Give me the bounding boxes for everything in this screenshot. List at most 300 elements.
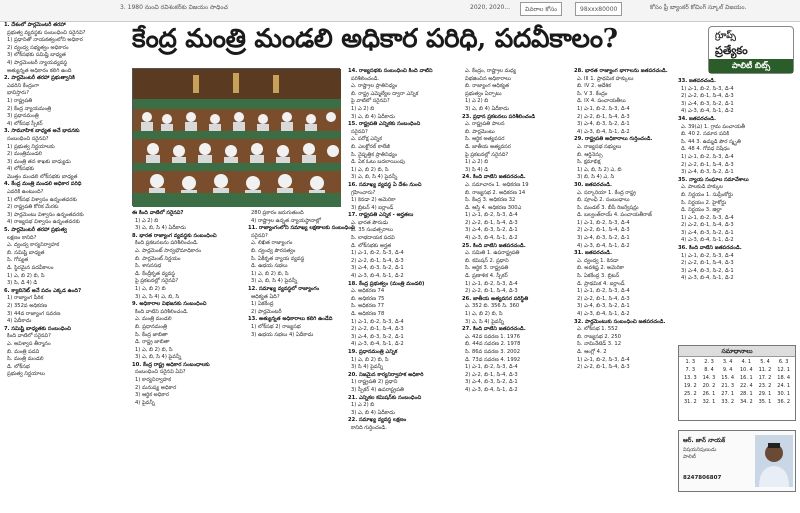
option-text: 3) ఎ, బి, సి 4) పైవన్నీ xyxy=(135,354,182,361)
option-text: 1) ఎ-1, బి-2, సి-3, డి-4 xyxy=(681,252,734,259)
option-text: మొత్తం మండలి లోక్‌సభకు బాధ్యత xyxy=(7,173,78,180)
option-text: సి. ఏకీకృత న్యాయ వ్యవస్థ xyxy=(251,255,305,262)
option-text: డి. 73వ సవరణ 4. 1992 xyxy=(465,356,521,363)
option-text: కానిది గుర్తించండి. xyxy=(351,424,387,431)
question-text: 23. ప్రధాన ప్రకటనలు పరిశీలించండి xyxy=(462,113,536,120)
answer-key-cell: 30. 1 xyxy=(777,391,791,397)
answer-key-cell: 16. 1 xyxy=(739,375,753,381)
option-text: 1) ఎ-1, బి-2, సి-3, డి-4 xyxy=(577,356,630,363)
option-text: 3) ఎ-4, బి-3, సి-2, డి-1 xyxy=(465,379,518,386)
option-text: ఎ. భారత పౌరుడు xyxy=(351,219,389,226)
answer-key-cell: 8. 4 xyxy=(704,367,714,373)
option-text: ఎ. సమాచారం 1. అధికరణ 19 xyxy=(465,181,529,188)
option-text: 2) ఎ-2, బి-1, సి-4, డి-3 xyxy=(681,161,734,168)
question-text: 28. భారత రాజ్యాంగ భాగాలను జతపరచండి. xyxy=(574,68,668,74)
question-text: 27. కింది వాటిని జతపరచండి. xyxy=(462,326,526,333)
option-text: 2) రాష్ట్రపతి కోరిక మేరకు xyxy=(7,204,59,211)
option-text: 1) ఎ 2) బి xyxy=(465,98,489,105)
option-text: 280 ప్రకారం జరుగుతుంది xyxy=(251,210,304,216)
author-designation-line: విషయనిపుణుడు xyxy=(683,447,717,453)
author-box xyxy=(678,430,796,492)
option-text: 3) ఎ-4, బి-3, సి-2, డి-1 xyxy=(577,235,630,242)
option-text: 1) ఎ, బి 2) బి, సి xyxy=(351,356,389,363)
answer-key-box xyxy=(678,345,796,421)
question-text: 6. క్యాబినెట్ అనే పదం ఎక్కడ ఉంది? xyxy=(4,287,82,294)
option-text: బి. సమిష్టి బాధ్యత xyxy=(7,249,45,256)
option-text: ఎ. ద్వంద్వ కార్యనిర్వాహక xyxy=(7,242,60,249)
question-text: 32. పార్లమెంటుకు సంబంధించి జతపరచండి. xyxy=(574,318,666,325)
question-text: 4. కేంద్ర మంత్రి మండలి అధికార పరిధి xyxy=(4,181,82,188)
question-text: 19. ప్రధానమంత్రి ఎన్నిక xyxy=(348,348,398,355)
option-text: 4) ఎ-3, బి-4, సి-1, డి-2 xyxy=(577,128,630,135)
option-text: సి. నిర్ణయం 2. హైకోర్టు xyxy=(681,199,727,206)
question-text: 20. నిజమైన కార్యనిర్వాహక అధికారి xyxy=(348,371,424,378)
option-text: ఎ. పరోక్ష ఎన్నిక xyxy=(351,136,383,143)
option-text: 1) ఎ-1, బి-2, సి-3, డి-4 xyxy=(351,318,404,325)
option-text: బి. 35 సంవత్సరాలు xyxy=(351,227,393,234)
top-strip xyxy=(0,0,800,22)
option-text: 3) ఎ-4, బి-3, సి-2, డి-1 xyxy=(577,303,630,310)
top-snippet: 3. 1980 నుంచి రవిశంకర్‌కు విజయం సాధించ xyxy=(120,4,228,11)
option-text: బి. మంత్రి పదవి xyxy=(7,348,40,355)
answer-key-cell: 19. 2 xyxy=(683,383,697,389)
answer-key-cell: 27. 1 xyxy=(721,391,735,397)
option-text: ఎవరిని కేంద్రంగా xyxy=(7,82,40,89)
answer-key-cell: 32. 1 xyxy=(702,399,716,405)
question-column-2b xyxy=(248,210,355,490)
option-text: డి. లోక్‌సభ xyxy=(7,363,30,370)
option-text: 1) ఎ, బి 2) బి, సి xyxy=(135,346,173,353)
question-text: 13. అత్యున్నత అధికారాలు కలిగి ఉండేది xyxy=(248,316,333,323)
option-text: 1) ప్రభుత్వ నిర్ణయాలకు xyxy=(7,143,55,150)
option-text: 1) రాజ్యాంగ పీఠిక xyxy=(7,295,44,302)
option-text: 4) ఎ-3, బి-4, సి-1, డి-2 xyxy=(577,242,630,249)
answer-key-cell: 12. 1 xyxy=(777,367,791,373)
option-text: 3) ఎ-4, బి-3, సి-2, డి-1 xyxy=(681,267,734,274)
option-text: అత్యున్నత అధికారం కలిగి ఉంది xyxy=(7,67,72,74)
answer-key-cell: 35. 1 xyxy=(758,399,772,405)
top-snippet-box: వివరాల కోసం xyxy=(520,2,562,16)
option-text: 4) పైవన్నీ xyxy=(135,399,155,406)
option-text: బి. పార్లమెంటు xyxy=(465,128,495,135)
option-text: డి. స్థిరమైన పదవీకాలం xyxy=(7,265,54,271)
option-text: కింది వాటిని పరిశీలించండి. xyxy=(135,308,189,315)
question-text: 12. సమాఖ్య వ్యవస్థలో రాజ్యాంగం xyxy=(248,285,320,292)
option-text: 1) ఎ, బి, సి 2) ఎ, బి xyxy=(577,166,622,173)
badge-line-3: పాలిటీ బిట్స్ xyxy=(709,59,793,73)
option-text: 2) ఎ-2, బి-1, సి-4, డి-3 xyxy=(681,93,734,100)
answer-key-cell: 18. 4 xyxy=(777,375,791,381)
option-text: బి. ద్వంద్వ పౌరసత్వం xyxy=(251,247,296,254)
option-text: 3) ఎ, బి, సి 4) ఏదీకాదు xyxy=(135,225,186,232)
option-text: 3) సి 4) డి xyxy=(465,166,489,173)
answer-key-cell: 4. 1 xyxy=(741,359,752,365)
option-text: డి. రాష్ట్ర జాబితా xyxy=(135,339,170,346)
option-text: 2) ఎ-2, బి-1, సి-4, డి-3 xyxy=(351,326,404,333)
option-text: 3) ఎ-4, బి-3, సి-2, డి-1 xyxy=(351,333,404,340)
option-text: 4) ఎ-3, బి-4, సి-1, డి-2 xyxy=(351,341,404,348)
option-text: 2) ఎ-2, బి-1, సి-4, డి-3 xyxy=(577,227,630,234)
question-text: 14. రాజ్యసభకు సంబంధించి కింది వాటిని xyxy=(348,68,433,74)
question-text: 11. రాజ్యాంగంలోని సమాఖ్య లక్షణాలకు సంబంధించి xyxy=(248,225,355,232)
answer-key-cell: 36. 2 xyxy=(777,399,791,405)
option-text: 4) ఎ-3, బి-4, సి-1, డి-2 xyxy=(577,311,630,317)
option-text: 4) ఎ-3, బి-4, సి-1, డి-2 xyxy=(351,273,404,280)
parliament-photo xyxy=(132,68,340,206)
option-text: డి. బల్వంత్‌రాయ్ 4. పంచాయతీరాజ్ xyxy=(577,212,652,219)
option-text: 1) ఎ-1, బి-2, సి-3, డి-4 xyxy=(351,250,404,257)
option-text: 3) ఉభయ సభలు 4) ఏదీకాదు xyxy=(251,331,314,338)
option-text: సి. నామినేటెడ్ 3. 12 xyxy=(577,341,621,348)
question-text: 21. ఎన్నికల కమిషన్‌కు సంబంధించి xyxy=(348,394,422,401)
answer-key-title: సమాధానాలు xyxy=(679,346,795,357)
option-text: ఎ. అవిశ్వాస తీర్మానం xyxy=(7,340,51,347)
option-text: ఎ. సమితి 1. ఉపరాష్ట్రపతి xyxy=(465,250,520,257)
option-text: సి. శాసనసభ xyxy=(135,263,162,270)
question-text: 2. పార్లమెంటరీ తరహా ప్రభుత్వానికి xyxy=(4,75,75,82)
option-text: 3) బి, సి 4) ఎ, సి xyxy=(577,174,615,181)
option-text: 3) ఎ-4, బి-3, సి-2, డి-1 xyxy=(681,229,734,236)
answer-key-cell: 14. 3 xyxy=(702,375,716,381)
option-text: 3) సి 4) పైవన్నీ xyxy=(351,364,384,371)
question-column-2 xyxy=(132,210,244,490)
badge-line-2: ప్రత్యేకం xyxy=(715,44,748,57)
option-text: 1) ఎ 2) బి xyxy=(351,105,375,112)
option-text: ఎ. అధికరణ 74 xyxy=(351,288,385,295)
option-text: బి. IV 2. ఆదేశిక xyxy=(577,83,611,90)
option-text: 4) ఏదీకాదు xyxy=(7,318,32,325)
option-text: 4) ఎ-3, బి-4, సి-1, డి-2 xyxy=(681,275,734,282)
question-text: 15. రాష్ట్రపతి ఎన్నికకు సంబంధించి xyxy=(348,121,421,128)
option-text: 1) ఎ 2) బి xyxy=(135,217,159,224)
option-text: 4) రాజ్యసభ విశ్వాసం ఉన్నంతవరకు xyxy=(7,219,80,226)
option-text: సి. మండల్ 3. బీసీ రిజర్వేషన్లు xyxy=(577,204,639,211)
option-text: సి. ఆర్థిక అత్యవసర xyxy=(465,136,505,143)
option-text: సి. క్షమాభిక్ష xyxy=(577,159,601,166)
author-name: ఆర్. జాన్ నాయక్ xyxy=(683,437,726,444)
option-text: డి. లోక్‌సభకు అర్హత xyxy=(351,242,392,249)
option-text: 1) ఎ-1, బి-2, సి-3, డి-4 xyxy=(465,212,518,219)
parliament-photo-icon xyxy=(133,69,341,207)
option-text: 2) ఎ-2, బి-1, సి-4, డి-3 xyxy=(465,288,518,295)
option-text: 1) ఎ 2) బి xyxy=(351,402,375,409)
answer-key-cell: 1. 3 xyxy=(685,359,696,365)
option-text: ఆధిక్యత ఏది? xyxy=(251,293,280,300)
top-snippet: 2020, 2020... xyxy=(470,4,511,11)
top-snippet: కోసం ఫ్రీ బ్యాంకర్ కోచింగ్ స్కూల్ విజయం. xyxy=(650,4,747,11)
option-text: 4) ఎ-3, బి-4, సి-1, డి-2 xyxy=(465,386,518,393)
option-text: 2) ఎ-2, బి-1, సి-4, డి-3 xyxy=(351,257,404,264)
option-text: 4) లోక్‌సభకు xyxy=(7,166,35,173)
option-text: ఎ. పార్లమెంట్ సార్వభౌమాధికారం xyxy=(135,247,202,254)
option-text: డి. ఉభయ సభలు xyxy=(251,263,288,270)
option-text: పరిశీలించండి. xyxy=(351,75,380,82)
question-text: 29. రాష్ట్రపతి అధికారాలు గుర్తించండి. xyxy=(574,136,653,143)
answer-key-cell: 24. 1 xyxy=(777,383,791,389)
option-text: 4) ఎ-3, బి-4, సి-1, డి-2 xyxy=(465,235,518,242)
option-text: ఎ. లోక్‌సభ 1. 552 xyxy=(577,326,618,333)
option-text: 1) రాష్ట్రపతి xyxy=(7,97,33,104)
option-text: డి. ప్రాథమిక 4. ఐర్లాండ్ xyxy=(577,280,625,287)
option-text: 1) ఎ, బి 2) బి, సి xyxy=(7,272,45,279)
option-text: భావిస్తారు? xyxy=(7,90,30,97)
option-text: ఎ. ద్వంద్వ 1. కెనడా xyxy=(577,257,619,264)
answer-key-cell: 25. 2 xyxy=(683,391,697,397)
option-text: 1) ఎ, బి 2) బి, సి xyxy=(465,311,503,317)
answer-key-grid xyxy=(681,359,793,406)
answer-key-cell: 28. 1 xyxy=(739,391,753,397)
answer-key-cell: 20. 2 xyxy=(702,383,716,389)
author-phone: 8247806807 xyxy=(683,475,722,481)
option-text: సి. ఆర్థిక 3. రాష్ట్రపతి xyxy=(465,265,509,272)
option-text: 2) ద్వంద్వ సభ్యత్వం అధికారం xyxy=(7,44,69,51)
question-text: 8. భారత రాజ్యాంగ వ్యవస్థకు సంబంధించి xyxy=(132,232,217,239)
answer-key-cell: 3. 4 xyxy=(722,359,733,365)
option-text: 3) పార్లమెంటు విశ్వాసం ఉన్నంతవరకు xyxy=(7,211,84,218)
option-text: 4) రాష్ట్రాల ఉన్నత న్యాయస్థానాల్లో xyxy=(251,217,321,224)
question-text: 34. జతపరచండి. xyxy=(678,115,716,122)
option-text: బి. ప్రధానమంత్రి xyxy=(135,323,168,330)
question-text: 3. సామూహిక బాధ్యత అనే భావనకు xyxy=(4,128,80,135)
question-text: 26. జాతీయ అత్యవసర పరిస్థితి xyxy=(462,295,529,302)
option-text: సంబంధించి సరైనవి ఏవి? xyxy=(135,369,186,376)
option-text: 3) స్పీకర్ 4) ఉపరాష్ట్రపతి xyxy=(351,386,404,393)
option-text: ఎవరికి ఉంటుంది? xyxy=(7,189,44,196)
option-text: సంబంధించి సరైనవి? xyxy=(7,135,49,142)
option-text: 1) ఎ-1, బి-2, సి-3, డి-4 xyxy=(681,85,734,92)
option-text: ఎ. మంత్రి మండలి xyxy=(135,316,172,323)
option-text: కింది వాటిలో సరైనవి? xyxy=(7,333,51,340)
option-text: 3) ప్రధానమంత్రి xyxy=(7,113,39,120)
option-text: ప్రభుత్వ వ్యవస్థకు సంబంధించి సరైనవి? xyxy=(7,29,86,36)
option-text: పై వాటిలో సరైనవి? xyxy=(351,98,390,105)
option-text: 2) ఎ-2, బి-1, సి-4, డి-3 xyxy=(681,260,734,267)
option-text: 3) ఎ, బి 4) ఏదీకాదు xyxy=(465,105,509,112)
option-text: ఎ. కేంద్రం, రాష్ట్రాల మధ్య xyxy=(465,68,517,74)
option-text: డి. ప్రణాళిక 4. స్పీకర్ xyxy=(465,273,508,280)
option-text: 2) ఎ-2, బి-1, సి-4, డి-3 xyxy=(465,219,518,226)
option-text: సి. లాభదాయక పదవి xyxy=(351,235,395,242)
answer-key-cell: 10. 4 xyxy=(739,367,753,373)
option-text: ఎ. రాష్ట్రపతి పాలన xyxy=(465,121,505,128)
option-text: కింది ప్రకటనలను పరిశీలించండి. xyxy=(135,240,199,247)
top-snippet-box: 98xxx80000 xyxy=(575,2,622,16)
option-text: డి. ఏక ఓటు బదలాయింపు xyxy=(351,159,405,166)
option-text: 3) ఎ, సి 4) ఎ, బి, సి xyxy=(135,293,180,300)
option-text: ఎ. 42వ సవరణ 1. 1976 xyxy=(465,333,521,340)
option-text: బి. పూంఛీ 2. సంబంధాలు xyxy=(577,197,630,204)
question-text: 18. కేంద్ర ప్రభుత్వం (మంత్రి మండలి) xyxy=(348,280,425,287)
question-column-1 xyxy=(4,22,128,512)
option-text: బి. నిర్ణయం 1. సుప్రీంకోర్టు xyxy=(681,191,733,198)
question-text: 1. దేశంలో పార్లమెంటరీ తరహా xyxy=(4,22,66,28)
question-text: 7. సమిష్టి బాధ్యతకు సంబంధించి xyxy=(4,325,71,332)
question-column-4 xyxy=(462,68,572,498)
option-text: సరైనవి? xyxy=(251,232,268,239)
option-text: 1) ఎ, బి 2) బి, సి xyxy=(351,166,389,173)
option-text: పై ప్రకటనల్లో సరైనది? xyxy=(465,151,509,158)
avatar xyxy=(755,435,793,487)
option-text: 1) ప్రధానితో నాయకత్వంలోని అధికార xyxy=(7,37,83,44)
option-text: ఎ. లిఖిత రాజ్యాంగం xyxy=(251,240,293,247)
option-text: 3) బ్రిటన్ 4) ఐర్లాండ్ xyxy=(351,204,394,211)
answer-key-cell: 7. 3 xyxy=(685,367,696,373)
option-text: 4) పార్లమెంటరీ న్యాయవ్యవస్థ xyxy=(7,59,68,66)
author-photo-icon xyxy=(755,435,793,487)
option-text: 2) ఎ-2, బి-1, సి-4, డి-3 xyxy=(465,371,518,378)
option-text: డి. IX 4. పంచాయతీలు xyxy=(577,98,626,105)
option-text: బి. కమిషన్ 2. ప్రధాని xyxy=(465,257,509,264)
option-text: బి. 44వ సవరణ 2. 1978 xyxy=(465,341,521,348)
question-column-3 xyxy=(348,68,460,498)
option-text: సి. V 3. కేంద్రం xyxy=(577,90,608,97)
option-text: ఎ. III 1. ప్రాథమిక హక్కులు xyxy=(577,75,634,82)
option-text: డి. అధికరణ 78 xyxy=(351,311,385,317)
answer-key-cell: 26. 1 xyxy=(702,391,716,397)
option-text: బి. రాష్ట్ర ఎమ్మెల్యేల ద్వారా ఎన్నిక xyxy=(351,90,419,97)
answer-key-cell: 29. 1 xyxy=(758,391,772,397)
option-text: 3) ఎ, బి, సి 4) పైవన్నీ xyxy=(351,174,398,181)
option-text: 3) ఎ, బి 4) ఏదీకాదు xyxy=(351,409,395,416)
option-text: బి. 40 2. సమాన పనికి xyxy=(681,131,730,138)
badge-line-1: గ్రూప్స్ xyxy=(715,31,736,41)
option-text: డి. నిర్ణయం 3. జిల్లా xyxy=(681,207,722,214)
answer-key-cell: 23. 2 xyxy=(758,383,772,389)
option-text: 2) కేంద్ర న్యాయమంత్రి xyxy=(7,105,52,112)
option-text: 3) ఎ, సి 4) పైవన్నీ xyxy=(465,318,505,325)
option-text: 4) ఎ-3, బి-4, సి-1, డి-2 xyxy=(681,237,734,244)
option-text: సి. కేంద్ర 3. అధికరణ 32 xyxy=(465,197,516,204)
option-text: 3) ఎ-4, బి-3, సి-2, డి-1 xyxy=(681,169,734,176)
option-text: 3) లోక్‌సభకు సమిష్టి బాధ్యత xyxy=(7,52,66,59)
question-column-6 xyxy=(678,78,796,342)
question-text: 24. కింది వాటిని జతపరచండి. xyxy=(462,174,526,181)
option-text: డి. ఆంగ్లో 4. 2 xyxy=(577,348,607,355)
option-text: 3) ఎ-4, బి-3, సి-2, డి-1 xyxy=(577,121,630,128)
option-text: బి. అధికరణ 75 xyxy=(351,295,385,302)
option-text: బి. ఎలక్టోరల్ కాలేజీ xyxy=(351,143,390,150)
option-text: సరైనవి? xyxy=(351,128,368,135)
option-text: డి. జాతీయ అత్యవసర xyxy=(465,143,511,150)
option-text: బి. రాజ్యసభ 2. 250 xyxy=(577,333,621,340)
option-text: 3) ఆర్థిక అధికార xyxy=(135,392,169,399)
option-text: సి. ఏకకేంద్ర 3. బ్రిటన్ xyxy=(577,273,620,280)
option-text: 3) ఎ-4, బి-3, సి-2, డి-1 xyxy=(351,265,404,272)
option-text: 1) ఎ-1, బి-2, సి-3, డి-4 xyxy=(681,153,734,160)
answer-key-cell: 6. 3 xyxy=(778,359,789,365)
option-text: సి. మంత్రి మండలి xyxy=(7,356,44,363)
option-text: 2) ఎ-2, బి-1, సి-4, డి-3 xyxy=(577,295,630,302)
question-text: 17. రాష్ట్రపతి ఎన్నిక - అర్హతలు xyxy=(348,212,414,219)
option-text: విభజించిన అధికారాలు xyxy=(465,75,511,82)
section-badge xyxy=(708,26,794,74)
option-text: ప్రభుత్వం ఏర్పాటు xyxy=(465,90,502,97)
option-text: 2) ఎ-2, బి-1, సి-4, డి-3 xyxy=(577,364,630,371)
option-text: 1) రాష్ట్రపతి 2) ప్రధాని xyxy=(351,379,398,386)
question-text: 22. సమాఖ్య వ్యవస్థ లక్షణం xyxy=(348,417,407,424)
option-text: 1) ఎ-1, బి-2, సి-3, డి-4 xyxy=(577,105,630,112)
option-text: 2) ఎ-2, బి-1, సి-4, డి-3 xyxy=(681,222,734,229)
option-text: డి. ఆస్తి 4. అధికరణ 300ఎ xyxy=(465,204,522,211)
option-text: ఎ. 39(ఎ) 1. గ్రామ పంచాయతీ xyxy=(681,123,746,130)
question-text: 33. జతపరచండి. xyxy=(678,78,716,84)
option-text: 1) కెనడా 2) అమెరికా xyxy=(351,197,396,204)
option-text: 3) 44వ రాజ్యాంగ సవరణ xyxy=(7,310,61,317)
question-text: 31. జతపరచండి. xyxy=(574,250,612,257)
option-text: ఎ. 352 బి. 356 సి. 360 xyxy=(465,303,520,310)
question-text: 10. కేంద్ర రాష్ట్ర అధికార సంబంధాలకు xyxy=(132,361,210,368)
option-text: బి. రాజ్యాంగ ఆధిక్యత xyxy=(465,83,509,90)
option-text: 2) మంత్రిమండలి xyxy=(7,151,42,158)
option-text: 3) మంత్రి తన శాఖకు బాధ్యుడు xyxy=(7,158,71,165)
answer-key-cell: 31. 2 xyxy=(683,399,697,405)
answer-key-cell: 11. 2 xyxy=(758,367,772,373)
option-text: సి. 86వ సవరణ 3. 2002 xyxy=(465,348,521,355)
answer-key-cell: 15. 4 xyxy=(721,375,735,381)
option-text: బి. ఆర్డినెన్సు xyxy=(577,151,603,158)
option-text: సి. గోప్యత xyxy=(7,257,29,264)
answer-key-cell: 33. 2 xyxy=(721,399,735,405)
question-text: 25. కింది వాటిని జతపరచండి. xyxy=(462,242,526,249)
option-text: 1) ఎ-1, బి-2, సి-3, డి-4 xyxy=(681,214,734,221)
option-text: ఎ. రాష్ట్రాల ప్రాతినిధ్యం xyxy=(351,83,398,90)
option-text: 1) ఎ-1, బి-2, సి-3, డి-4 xyxy=(577,219,630,226)
option-text: 1) ఎ, బి 2) బి, సి xyxy=(251,270,289,277)
option-text: ఎ. పాలకుడి హక్కుల xyxy=(681,184,723,191)
option-text: 3) ఎ, బి, సి 4) పైవన్నీ xyxy=(251,278,298,285)
question-text: 16. సమాఖ్య వ్యవస్థ ఏ దేశం నుంచి xyxy=(348,181,422,188)
option-text: 2) మనుష్య అధికార xyxy=(135,384,177,391)
option-text: 3) సి, డి 4) డి xyxy=(7,280,38,287)
option-text: 1) ఎ-1, బి-2, సి-3, డి-4 xyxy=(577,288,630,295)
option-text: సి. 44 3. ఉమ్మడి పౌర స్మృతి xyxy=(681,138,741,145)
option-text: ఎ. రాజ్యసభ సభ్యులు xyxy=(577,143,622,150)
answer-key-cell: 2. 3 xyxy=(704,359,714,365)
option-text: 1) ఎ, బి 2) బి xyxy=(135,285,166,292)
page-title: కేంద్ర మంత్రి మండలి అధికార పరిధి, పదవీకాలం? xyxy=(132,24,618,54)
option-text: 3) ఎ-4, బి-3, సి-2, డి-1 xyxy=(465,227,518,234)
option-text: 4) లోక్‌సభ స్పీకర్ xyxy=(7,120,43,127)
answer-key-cell: 21. 3 xyxy=(721,383,735,389)
question-text: 35. న్యాయ సంఘాల సమావేశాలు xyxy=(678,176,749,183)
option-text: ఎ. సర్కారియా 1. కేంద్ర రాష్ట్ర xyxy=(577,189,636,196)
option-text: 2) ఎ-2, బి-1, సి-4, డి-3 xyxy=(577,113,630,120)
option-text: 1) లోక్‌సభ 2) రాజ్యసభ xyxy=(251,323,301,330)
question-column-5 xyxy=(574,68,676,498)
author-org: పాలిటీ xyxy=(683,454,696,460)
answer-key-cell: 34. 2 xyxy=(739,399,753,405)
option-text: డి. 48 4. గోవధ నిషేధం xyxy=(681,146,730,153)
option-text: సి. నైష్పత్తిక ప్రాతినిధ్యం xyxy=(351,151,398,158)
option-text: 1) కార్యనిర్వాహక xyxy=(135,377,171,384)
option-text: 1) లోక్‌సభ విశ్వాసం ఉన్నంతవరకు xyxy=(7,196,77,203)
option-text: సి. అధికరణ 77 xyxy=(351,303,385,310)
answer-key-cell: 13. 3 xyxy=(683,375,697,381)
answer-key-cell: 22. 4 xyxy=(739,383,753,389)
option-text: బి. రాజ్యసభ 2. అధికరణ 14 xyxy=(465,189,526,196)
option-text: 1) ఏకకేంద్ర xyxy=(251,301,274,308)
author-designation xyxy=(683,447,716,461)
option-text: 1) ఎ 2) బి xyxy=(465,159,489,166)
option-text: లక్షణం కానిది? xyxy=(7,234,37,241)
answer-key-cell: 5. 4 xyxy=(760,359,770,365)
option-text: 3) ఎ-4, బి-3, సి-2, డి-1 xyxy=(681,100,734,107)
option-text: 2) పార్లమెంటరీ xyxy=(251,308,282,315)
option-text: బి. పార్లమెంట్ నిర్ణయం xyxy=(135,255,181,262)
option-text: సి. కేంద్ర జాబితా xyxy=(135,331,168,338)
option-text: పై ప్రకటనల్లో సరైనవి? xyxy=(135,278,179,285)
option-text: 1) ఎ-1, బి-2, సి-3, డి-4 xyxy=(465,280,518,287)
